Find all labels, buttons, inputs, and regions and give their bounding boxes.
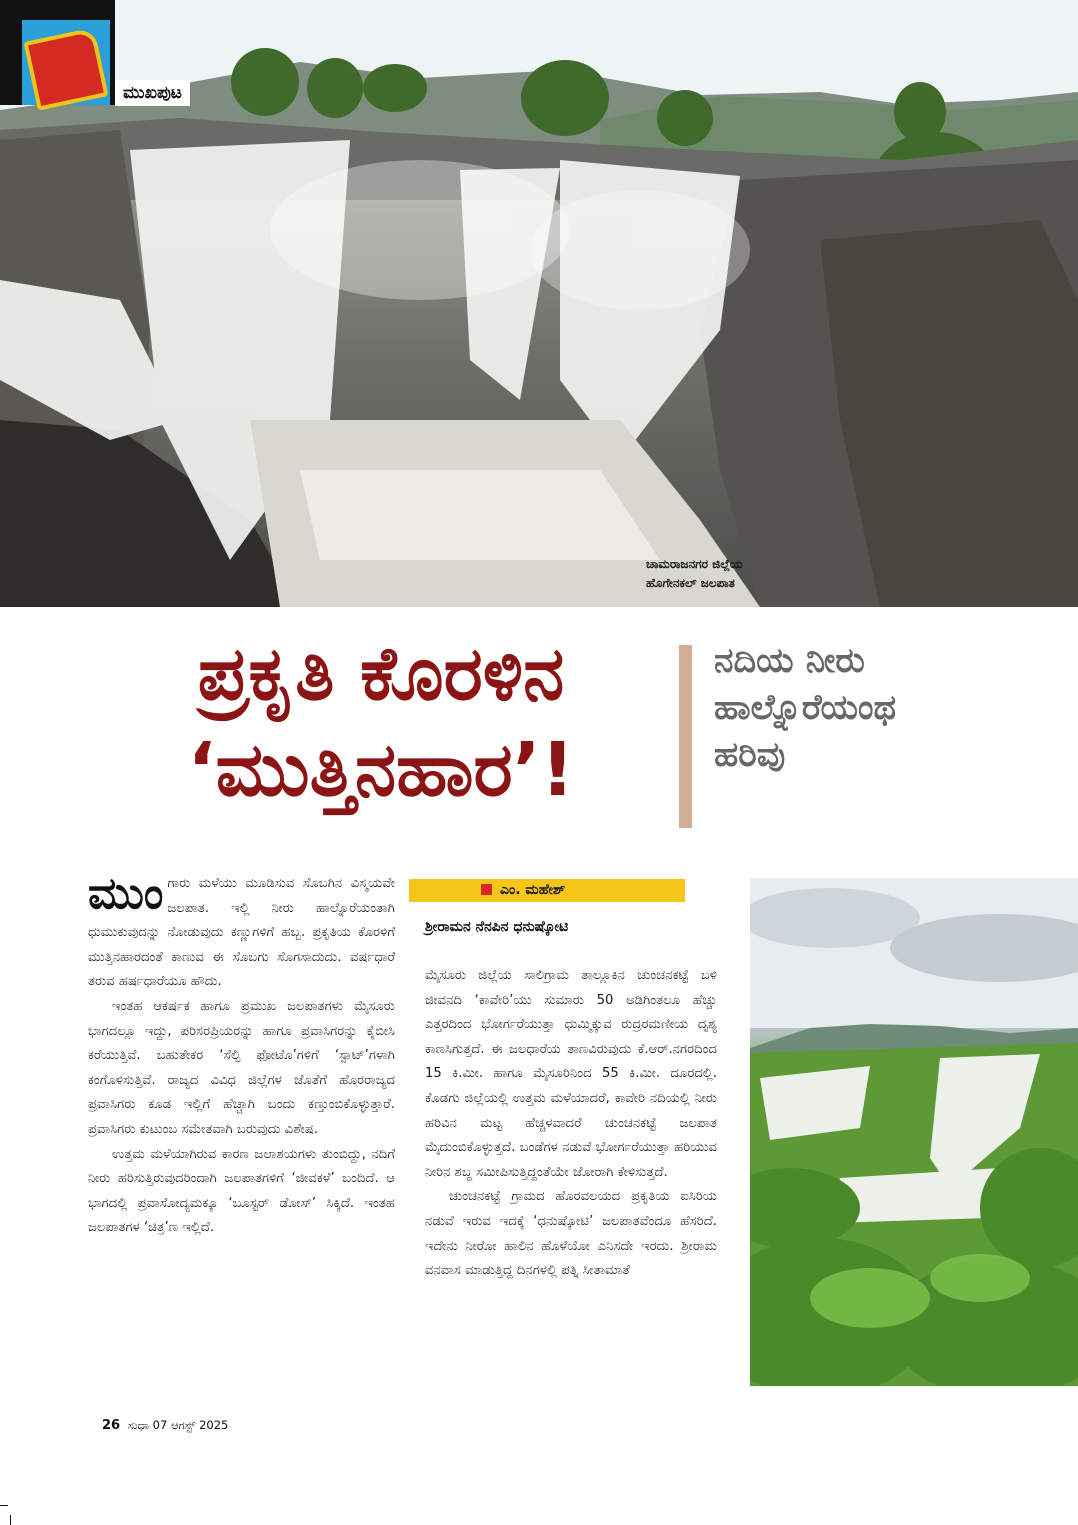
- page-folio: [102, 1418, 228, 1433]
- deck-line-1: ನದಿಯ ನೀರು: [714, 641, 865, 681]
- column2-paragraph: ಮೈಸೂರು ಜಿಲ್ಲೆಯ ಸಾಲಿಗ್ರಾಮ ತಾಲ್ಲೂಕಿನ ಚುಂಚನಕಟ್ಟೆ ಬಳಿ ಜೀವನದಿ ‘ಕಾವೇರಿ’ಯು ಸುಮಾರು 50 ಅಡಿಗಿಂತಲೂ ಹೆಚ್ಚು ಎತ್ತರದಿಂದ ಭೋರ್ಗರೆಯುತ್ತಾ ಧುಮ್ಮಿಕ್ಕುವ ರುದ್ರರಮಣೀಯ ದೃಶ್ಯ ಕಾಣಸಿಗುತ್ತದೆ. ಈ ಜಲಧಾರೆಯ ತಾಣವಿರುವುದು ಕೆ.ಆರ್.ನಗರದಿಂದ 15 ಕಿ.ಮೀ. ಹಾಗೂ ಮೈಸೂರಿನಿಂದ 55 ಕಿ.ಮೀ. ದೂರದಲ್ಲಿ. ಕೊಡಗು ಜಿಲ್ಲೆಯಲ್ಲಿ ಉತ್ತಮ ಮಳೆಯಾದರೆ, ಕಾವೇರಿ ನದಿಯಲ್ಲಿ ನೀರು ಹರಿವಿನ ಮಟ್ಟ ಹೆಚ್ಚಳವಾದರೆ ಚುಂಚನಕಟ್ಟೆ ಜಲಪಾತ ಮೈದುಂಬಿಕೊಳ್ಳುತ್ತದೆ. ಬಂಡೆಗಳ ನಡುವೆ ಭೋರ್ಗರೆಯುತ್ತಾ ಹರಿಯುವ ನೀರಿನ ಶಬ್ದ ಸಮೀಪಿಸುತ್ತಿದ್ದಂತೆಯೇ ಜೋರಾಗಿ ಕೇಳಿಸುತ್ತದೆ.: [425, 968, 717, 1180]
- byline-author: ಎಂ. ಮಹೇಶ್: [500, 882, 566, 898]
- column2-subhead: ಶ್ರೀರಾಮನ ನೆನಪಿನ ಧನುಷ್ಕೋಟಿ: [425, 919, 569, 935]
- headline-line-1: ಪ್ರಕೃತಿ ಕೊರಳಿನ: [197, 631, 565, 717]
- page-number: 26: [102, 1418, 121, 1433]
- column2-paragraph: ಚುಂಚನಕಟ್ಟೆ ಗ್ರಾಮದ ಹೊರವಲಯದ ಪ್ರಕೃತಿಯ ಐಸಿರಿಯ ನಡುವೆ ಇರುವ ಇದಕ್ಕೆ ‘ಧನುಷ್ಕೋಟಿ’ ಜಲಪಾತವೆಂದೂ ಹೆಸರಿದೆ. ಇದೇನು ನೀರೋ ಹಾಲಿನ ಹೊಳೆಯೋ ಎನಿಸದೇ ಇರದು. ಶ್ರೀರಾಮ ವನವಾಸ ಮಾಡುತ್ತಿದ್ದ ದಿನಗಳಲ್ಲಿ ಪತ್ನಿ ಸೀತಾಮಾತೆ: [425, 1189, 717, 1279]
- article-deck: [714, 638, 1044, 779]
- deck-line-3: ಹರಿವು: [714, 735, 786, 775]
- byline: [409, 879, 685, 902]
- crop-mark: [0, 1505, 8, 1506]
- article-column-2: [425, 964, 717, 1284]
- section-logo: [0, 0, 115, 105]
- deck-line-2: ಹಾಲ್ನೊರೆಯಂಥ: [714, 688, 897, 728]
- article-headline: [96, 626, 666, 818]
- crop-mark: [10, 1515, 11, 1525]
- side-photo: [750, 878, 1078, 1386]
- column1-paragraph: [88, 868, 395, 995]
- article-column-1: [88, 868, 395, 1241]
- column1-paragraph: ಇಂತಹ ಆಕರ್ಷಕ ಹಾಗೂ ಪ್ರಮುಖ ಜಲಪಾತಗಳು ಮೈಸೂರು ಭಾಗದಲ್ಲೂ ಇದ್ದು, ಪರಿಸರಪ್ರಿಯರನ್ನು ಹಾಗೂ ಪ್ರವಾಸಿಗರನ್ನು ಕೈಬೀಸಿ ಕರೆಯುತ್ತಿವೆ. ಬಹುತೇಕರ ‘ಸೆಲ್ಫಿ ಫೋಟೊ’ಗಳಿಗೆ ‘ಸ್ಪಾಟ್’ಗಳಾಗಿ ಕಂಗೊಳಿಸುತ್ತಿವೆ. ರಾಜ್ಯದ ವಿವಿಧ ಜಿಲ್ಲೆಗಳ ಜೊತೆಗೆ ಹೊರರಾಜ್ಯದ ಪ್ರವಾಸಿಗರು ಕೂಡ ಇಲ್ಲಿಗೆ ಹೆಚ್ಚಾಗಿ ಬಂದು ಕಣ್ತುಂಬಿಕೊಳ್ಳುತ್ತಾರೆ. ಪ್ರವಾಸಿಗರು ಕುಟುಂಬ ಸಮೇತವಾಗಿ ಬರುವುದು ವಿಶೇಷ.: [88, 998, 395, 1137]
- column1-paragraph: ಉತ್ತಮ ಮಳೆಯಾಗಿರುವ ಕಾರಣ ಜಲಾಶಯಗಳು ತುಂಬಿದ್ದು, ನದಿಗೆ ನೀರು ಹರಿಸುತ್ತಿರುವುದರಿಂದಾಗಿ ಜಲಪಾತಗಳಿಗೆ ‘ಜೀವಕಳೆ’ ಬಂದಿದೆ. ಆ ಭಾಗದಲ್ಲಿ ಪ್ರವಾಸೋದ್ಯಮಕ್ಕೂ ‘ಬೂಸ್ಟರ್ ಡೋಸ್’ ಸಿಕ್ಕಿದೆ. ಇಂತಹ ಜಲಪಾತಗಳ ‘ಚಿತ್ರ’ಣ ಇಲ್ಲಿದೆ.: [88, 1146, 395, 1236]
- caption-line-2: ಹೊಗೇನಕಲ್ ಜಲಪಾತ: [646, 576, 735, 590]
- headline-divider: [679, 645, 692, 828]
- headline-line-2: ‘ಮುತ್ತಿನಹಾರ’!: [187, 727, 575, 813]
- byline-square-icon: [481, 884, 492, 895]
- book-icon: [24, 27, 109, 110]
- column1-paragraph-text: ಗಾರು ಮಳೆಯು ಮೂಡಿಸುವ ಸೊಬಗಿನ ವಿಸ್ಮಯವೇ ಜಲಪಾತ. ಇಲ್ಲಿ ನೀರು ಹಾಲ್ನೊರೆಯಂತಾಗಿ ಧುಮುಕುವುದನ್ನು ನೋಡುವುದು ಕಣ್ಣುಗಳಿಗೆ ಹಬ್ಬ. ಪ್ರಕೃತಿಯ ಕೊರಳಿಗೆ ಮುತ್ತಿನಹಾರದಂತೆ ಕಾಣುವ ಈ ಸೊಬಗು ಸೊಗಸಾದುದು. ವರ್ಷಧಾರೆ ತರುವ ಹರ್ಷಧಾರೆಯೂ ಹೌದು.: [88, 876, 395, 990]
- caption-line-1: ಚಾಮರಾಜನಗರ ಜಿಲ್ಲೆಯ: [646, 557, 743, 571]
- hero-photo: [0, 0, 1078, 607]
- dropcap: ಮುಂ: [88, 868, 164, 919]
- side-waterfall-illustration: [750, 878, 1078, 1386]
- publication-date: ಸುಧಾ 07 ಆಗಸ್ಟ್ 2025: [127, 1418, 229, 1432]
- hero-photo-caption: [646, 555, 836, 593]
- section-label: ಮುಖಪುಟ: [115, 80, 190, 106]
